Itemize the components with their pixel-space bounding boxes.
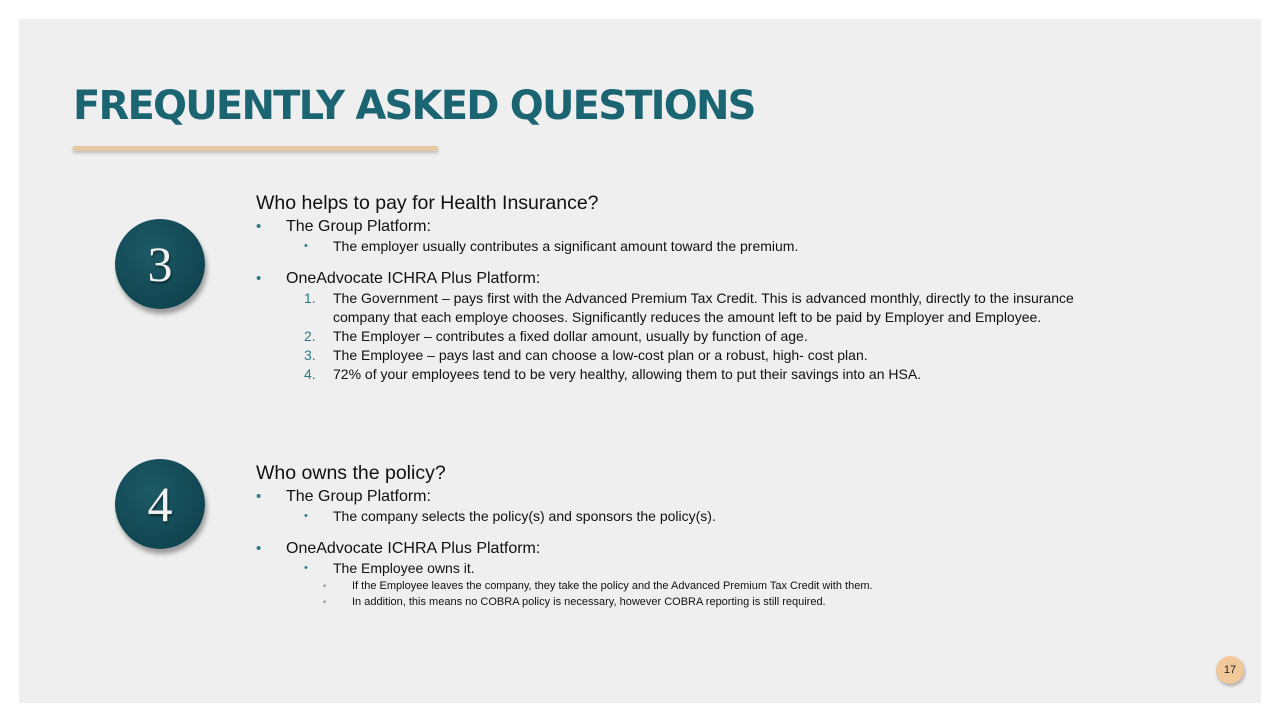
bullet-icon: • xyxy=(256,540,262,557)
faq-block-ownership xyxy=(256,461,1216,610)
numbered-item xyxy=(256,289,1216,327)
group-platform-item xyxy=(256,216,1216,237)
slide xyxy=(19,19,1261,703)
list-item-text: The Employee owns it. xyxy=(333,560,475,576)
list-item-text: The Employer – contributes a fixed dollar amount, usually by function of age. xyxy=(333,328,808,344)
list-item xyxy=(256,559,1216,578)
page-number: 17 xyxy=(1223,664,1237,676)
ichra-platform-item xyxy=(256,268,1216,289)
list-item-text: The Government – pays first with the Advanced Premium Tax Credit. This is advanced monthly, directly to the insurance xyxy=(333,290,1074,306)
list-item-text: The employer usually contributes a significant amount toward the premium. xyxy=(333,238,799,254)
bullet-icon: • xyxy=(256,488,262,505)
list-item-text-continued: company that each employe chooses. Significantly reduces the amount left to be paid by Employer and Employee. xyxy=(333,309,1042,325)
ichra-platform-label: OneAdvocate ICHRA Plus Platform: xyxy=(286,270,541,287)
group-platform-item xyxy=(256,486,1216,507)
bullet-icon: • xyxy=(256,218,262,235)
sub-list-item-text: In addition, this means no COBRA policy is necessary, however COBRA reporting is still required. xyxy=(352,596,826,608)
bullet-icon: • xyxy=(304,562,308,574)
title-underline xyxy=(73,146,438,151)
list-item-text: The company selects the policy(s) and sponsors the policy(s). xyxy=(333,508,716,524)
bullet-icon: • xyxy=(323,597,327,607)
bullet-icon: • xyxy=(304,510,308,522)
question-number: 3 xyxy=(147,236,173,292)
ichra-platform-label: OneAdvocate ICHRA Plus Platform: xyxy=(286,540,541,557)
faq-block-pay xyxy=(256,191,1216,384)
sub-list-item xyxy=(256,594,1216,610)
numbered-item xyxy=(256,365,1216,384)
item-number: 2. xyxy=(304,328,316,344)
numbered-item xyxy=(256,346,1216,365)
question-number-3-badge xyxy=(115,219,205,309)
list-item xyxy=(256,237,1216,256)
question-heading: Who owns the policy? xyxy=(256,462,446,484)
ichra-platform-item xyxy=(256,538,1216,559)
slide-title: FREQUENTLY ASKED QUESTIONS xyxy=(73,83,755,129)
question-number: 4 xyxy=(147,476,173,532)
page-number-badge xyxy=(1216,656,1244,684)
group-platform-label: The Group Platform: xyxy=(286,488,431,505)
item-number: 3. xyxy=(304,347,316,363)
group-platform-label: The Group Platform: xyxy=(286,218,431,235)
list-item xyxy=(256,507,1216,526)
sub-list-item xyxy=(256,578,1216,594)
item-number: 1. xyxy=(304,290,316,306)
list-item-text: The Employee – pays last and can choose a low-cost plan or a robust, high- cost plan. xyxy=(333,347,868,363)
bullet-icon: • xyxy=(323,581,327,591)
question-number-4-badge xyxy=(115,459,205,549)
bullet-icon: • xyxy=(256,270,262,287)
bullet-icon: • xyxy=(304,240,308,252)
question-heading: Who helps to pay for Health Insurance? xyxy=(256,192,599,214)
item-number: 4. xyxy=(304,366,316,382)
sub-list-item-text: If the Employee leaves the company, they take the policy and the Advanced Premium Tax Credit with them. xyxy=(352,580,873,592)
list-item-text: 72% of your employees tend to be very healthy, allowing them to put their savings into an HSA. xyxy=(333,366,922,382)
numbered-item xyxy=(256,327,1216,346)
